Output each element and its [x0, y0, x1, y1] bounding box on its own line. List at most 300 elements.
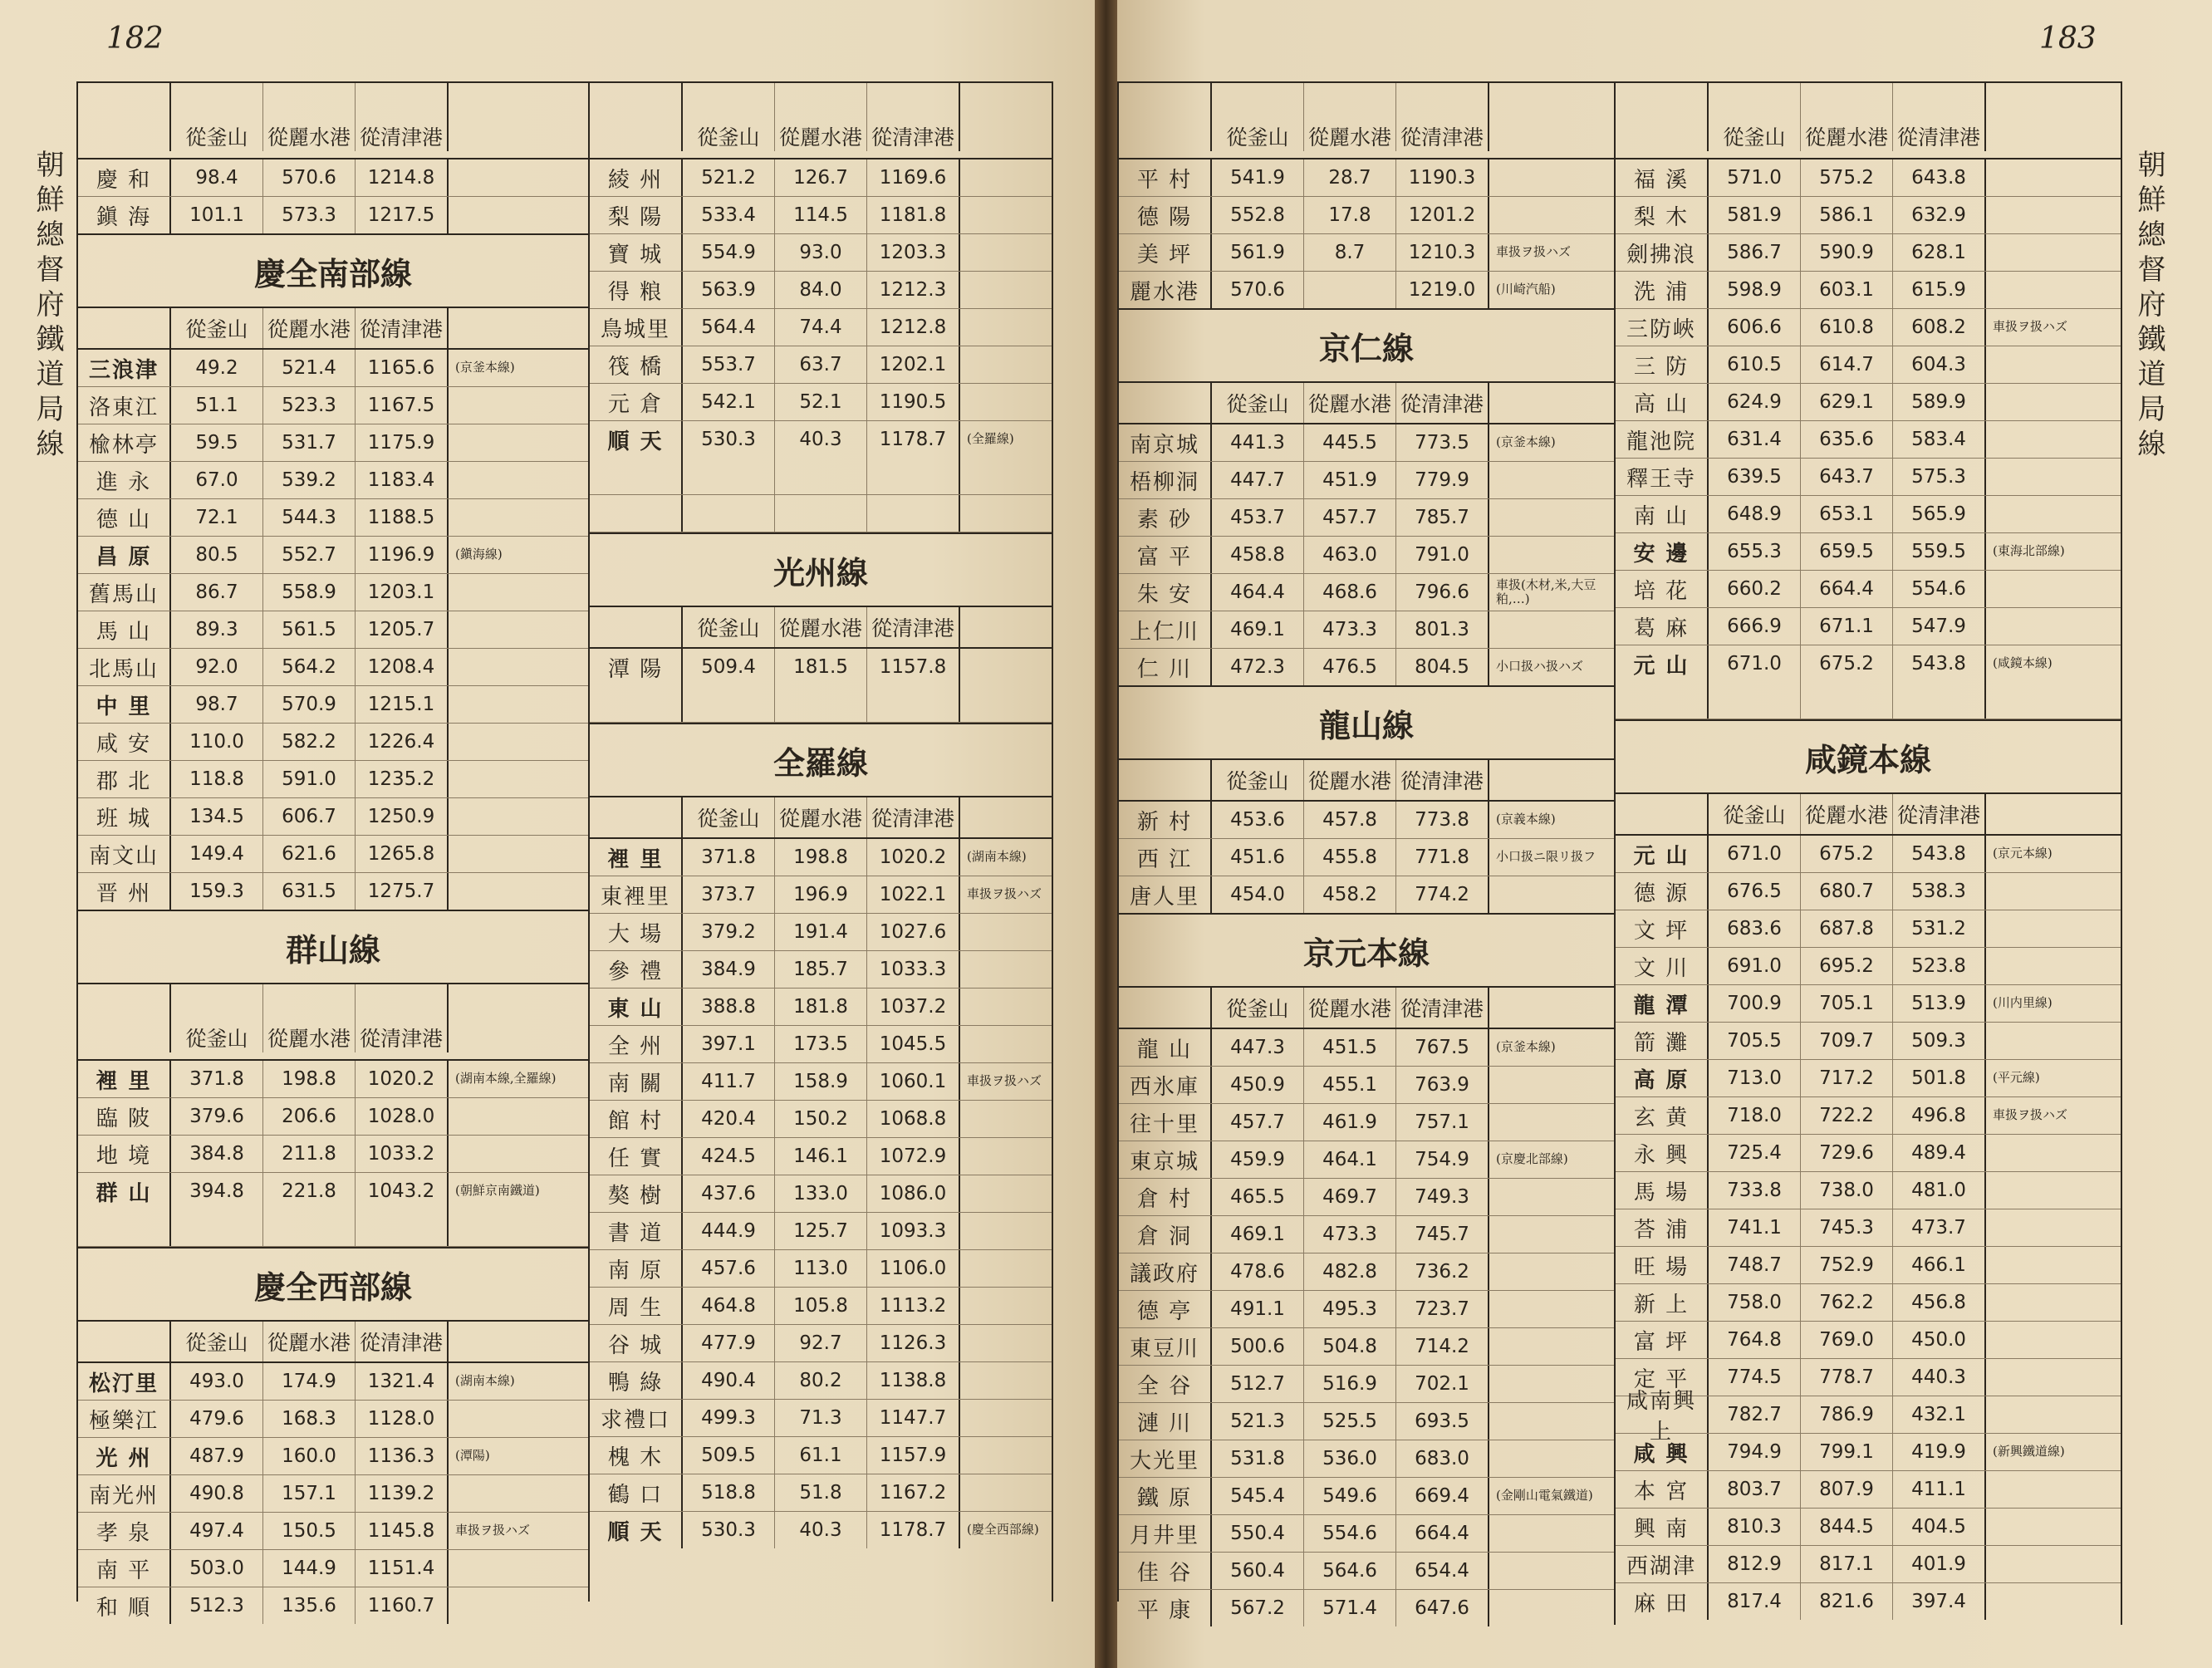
- distance-from-yeosu: 196.9: [775, 876, 867, 913]
- distance-from-busan: 388.8: [683, 989, 775, 1025]
- table-row: [1616, 533, 2121, 571]
- distance-from-chongjin: 1190.3: [1396, 159, 1489, 196]
- distance-from-chongjin: 1072.9: [867, 1138, 960, 1175]
- distance-from-chongjin: 1037.2: [867, 989, 960, 1025]
- distance-from-yeosu: 695.2: [1801, 948, 1893, 984]
- table-row: [1119, 1366, 1614, 1403]
- distance-from-chongjin: 664.4: [1396, 1515, 1489, 1552]
- station-name: 寶 城: [590, 234, 683, 271]
- distance-from-yeosu: 573.3: [263, 197, 356, 233]
- station-name: 谷 城: [590, 1325, 683, 1361]
- table-header: 從釜山 從麗水港 從清津港: [78, 308, 588, 350]
- distance-from-yeosu: 561.5: [263, 611, 356, 648]
- remark: (潭陽): [455, 1448, 490, 1464]
- distance-from-yeosu: 738.0: [1801, 1172, 1893, 1209]
- distance-from-chongjin: 801.3: [1396, 611, 1489, 648]
- distance-from-chongjin: 1086.0: [867, 1175, 960, 1212]
- station-name: 洗 浦: [1616, 272, 1709, 308]
- distance-from-yeosu: 198.8: [775, 839, 867, 876]
- table-row: [1119, 462, 1614, 499]
- distance-from-yeosu: 160.0: [263, 1438, 356, 1474]
- distance-from-chongjin: 411.1: [1893, 1471, 1986, 1508]
- distance-from-yeosu: 191.4: [775, 914, 867, 950]
- distance-from-yeosu: 476.5: [1304, 649, 1396, 685]
- distance-from-busan: 454.0: [1212, 876, 1304, 913]
- distance-from-yeosu: 473.3: [1304, 1216, 1396, 1253]
- table-row: [590, 1175, 1052, 1213]
- distance-from-busan: 457.6: [683, 1250, 775, 1287]
- distance-from-chongjin: 1165.6: [356, 350, 449, 386]
- line-title: 咸鏡本線: [1616, 721, 2121, 794]
- remark: 小口扱ハ扱ハズ: [1496, 659, 1584, 675]
- distance-from-busan: 560.4: [1212, 1553, 1304, 1589]
- distance-from-busan: 497.4: [171, 1513, 263, 1549]
- distance-from-yeosu: 552.7: [263, 537, 356, 573]
- distance-from-chongjin: 723.7: [1396, 1291, 1489, 1327]
- station-name: 月井里: [1119, 1515, 1212, 1552]
- distance-from-busan: 490.4: [683, 1362, 775, 1399]
- table-row: [590, 346, 1052, 384]
- table-row: [1616, 910, 2121, 948]
- distance-from-busan: 553.7: [683, 346, 775, 383]
- station-name: 德 亭: [1119, 1291, 1212, 1327]
- distance-from-yeosu: 675.2: [1801, 645, 1893, 682]
- table-row: [78, 350, 588, 387]
- remark: (慶全西部線): [967, 1522, 1039, 1538]
- table-row: [1119, 197, 1614, 234]
- table-row: [1616, 1023, 2121, 1060]
- distance-from-busan: 487.9: [171, 1438, 263, 1474]
- distance-from-chongjin: 669.4: [1396, 1478, 1489, 1514]
- distance-from-chongjin: 654.4: [1396, 1553, 1489, 1589]
- distance-from-yeosu: 150.2: [775, 1101, 867, 1137]
- table-row: [1616, 346, 2121, 384]
- remark: 車扱ヲ扱ハズ: [455, 1523, 531, 1538]
- table-row: [590, 1362, 1052, 1400]
- station-name: 光 州: [78, 1438, 171, 1474]
- table-row: [590, 159, 1052, 197]
- table-t7: [590, 724, 1052, 1548]
- distance-from-busan: 67.0: [171, 462, 263, 498]
- distance-from-chongjin: 575.3: [1893, 459, 1986, 495]
- distance-from-yeosu: 168.3: [263, 1401, 356, 1437]
- side-title-left: 朝鮮總督府鐵道局線: [31, 150, 64, 464]
- distance-from-chongjin: 604.3: [1893, 346, 1986, 383]
- distance-from-yeosu: 457.8: [1304, 802, 1396, 838]
- table-row: [78, 686, 588, 724]
- distance-from-busan: 451.6: [1212, 839, 1304, 876]
- table-row: [590, 951, 1052, 989]
- distance-from-busan: 92.0: [171, 649, 263, 685]
- distance-from-chongjin: 1212.8: [867, 309, 960, 346]
- table-row: [78, 499, 588, 537]
- table-row: [1119, 1216, 1614, 1253]
- station-name: 東 山: [590, 989, 683, 1025]
- distance-from-chongjin: 401.9: [1893, 1546, 1986, 1582]
- table-t12: [1616, 83, 2121, 721]
- distance-from-busan: 606.6: [1709, 309, 1801, 346]
- distance-from-chongjin: 736.2: [1396, 1253, 1489, 1290]
- table-row: [590, 421, 1052, 458]
- distance-from-busan: 624.9: [1709, 384, 1801, 420]
- remark: (朝鮮京南鐵道): [455, 1183, 540, 1199]
- distance-from-yeosu: 495.3: [1304, 1291, 1396, 1327]
- table-row: [1616, 496, 2121, 533]
- station-name: 咸 興: [1616, 1434, 1709, 1470]
- distance-from-yeosu: 61.1: [775, 1437, 867, 1474]
- station-name: 獒 樹: [590, 1175, 683, 1212]
- remark: (東海北部線): [1993, 543, 2065, 559]
- table-row: [1616, 421, 2121, 459]
- table-header: 從釜山 從麗水港 從清津港: [1119, 988, 1614, 1029]
- distance-from-yeosu: 664.4: [1801, 571, 1893, 607]
- distance-from-yeosu: 198.8: [263, 1061, 356, 1097]
- distance-from-chongjin: 774.2: [1396, 876, 1489, 913]
- distance-from-yeosu: 653.1: [1801, 496, 1893, 532]
- distance-from-busan: 134.5: [171, 798, 263, 835]
- station-name: 平 康: [1119, 1590, 1212, 1626]
- distance-from-chongjin: 1196.9: [356, 537, 449, 573]
- remark: (川内里線): [1993, 995, 2053, 1011]
- distance-from-chongjin: 1043.2: [356, 1173, 449, 1209]
- station-name: 晋 州: [78, 873, 171, 910]
- distance-from-chongjin: 1190.5: [867, 384, 960, 420]
- distance-from-chongjin: 543.8: [1893, 836, 1986, 872]
- station-name: 馬 山: [78, 611, 171, 648]
- distance-from-yeosu: 752.9: [1801, 1247, 1893, 1283]
- table-row: [590, 1512, 1052, 1548]
- remark: (湖南本線,全羅線): [455, 1071, 557, 1087]
- distance-from-chongjin: 763.9: [1396, 1067, 1489, 1103]
- station-name: 地 境: [78, 1136, 171, 1172]
- station-name: 福 溪: [1616, 159, 1709, 196]
- distance-from-yeosu: 463.0: [1304, 537, 1396, 573]
- distance-from-yeosu: 150.5: [263, 1513, 356, 1549]
- table-row: [590, 914, 1052, 951]
- station-name: 荅 浦: [1616, 1209, 1709, 1246]
- distance-from-chongjin: 523.8: [1893, 948, 1986, 984]
- distance-from-busan: 89.3: [171, 611, 263, 648]
- distance-from-yeosu: [1304, 272, 1396, 308]
- distance-from-yeosu: 643.7: [1801, 459, 1893, 495]
- distance-from-busan: 437.6: [683, 1175, 775, 1212]
- distance-from-busan: 447.3: [1212, 1029, 1304, 1066]
- distance-from-busan: 397.1: [683, 1026, 775, 1062]
- table-row: [590, 1400, 1052, 1437]
- distance-from-chongjin: 749.3: [1396, 1179, 1489, 1215]
- distance-from-yeosu: 504.8: [1304, 1328, 1396, 1365]
- table-t11: [1119, 915, 1614, 1626]
- distance-from-busan: 521.2: [683, 159, 775, 196]
- table-row: [1616, 1209, 2121, 1247]
- distance-from-yeosu: 680.7: [1801, 873, 1893, 910]
- station-name: 書 道: [590, 1213, 683, 1249]
- distance-from-yeosu: 144.9: [263, 1550, 356, 1587]
- station-name: 潭 陽: [590, 649, 683, 685]
- distance-from-chongjin: 693.5: [1396, 1403, 1489, 1440]
- table-header: 從釜山 從麗水港 從清津港: [1616, 794, 2121, 836]
- distance-from-chongjin: 1060.1: [867, 1063, 960, 1100]
- remark: 車扱ヲ扱ハズ: [1496, 244, 1572, 260]
- right-page: [1117, 0, 2212, 1668]
- distance-from-chongjin: 1205.7: [356, 611, 449, 648]
- distance-from-busan: 477.9: [683, 1325, 775, 1361]
- distance-from-yeosu: 586.1: [1801, 197, 1893, 233]
- distance-from-chongjin: 754.9: [1396, 1141, 1489, 1178]
- table-row: [78, 873, 588, 910]
- station-name: 南 原: [590, 1250, 683, 1287]
- distance-from-busan: 491.1: [1212, 1291, 1304, 1327]
- distance-from-busan: 541.9: [1212, 159, 1304, 196]
- station-name: 永 興: [1616, 1135, 1709, 1171]
- distance-from-busan: 72.1: [171, 499, 263, 536]
- station-name: 南 平: [78, 1550, 171, 1587]
- table-row: [1616, 571, 2121, 608]
- distance-from-busan: 545.4: [1212, 1478, 1304, 1514]
- table-row: [1616, 645, 2121, 682]
- distance-from-chongjin: 1188.5: [356, 499, 449, 536]
- distance-from-busan: 552.8: [1212, 197, 1304, 233]
- distance-from-busan: 101.1: [171, 197, 263, 233]
- distance-from-yeosu: 729.6: [1801, 1135, 1893, 1171]
- distance-from-yeosu: 84.0: [775, 272, 867, 308]
- station-name: 元 倉: [590, 384, 683, 420]
- distance-from-yeosu: 539.2: [263, 462, 356, 498]
- station-name: 綾 州: [590, 159, 683, 196]
- distance-from-yeosu: 603.1: [1801, 272, 1893, 308]
- distance-from-chongjin: 1020.2: [867, 839, 960, 876]
- station-name: 倉 村: [1119, 1179, 1212, 1215]
- distance-from-chongjin: 509.3: [1893, 1023, 1986, 1059]
- table-row: [1616, 1172, 2121, 1209]
- table-t5: [590, 83, 1052, 534]
- table-row: [1119, 574, 1614, 611]
- distance-from-busan: 782.7: [1709, 1396, 1801, 1433]
- table-row: [78, 1098, 588, 1136]
- table-row: [590, 309, 1052, 346]
- table-row: [1119, 272, 1614, 308]
- distance-from-busan: 733.8: [1709, 1172, 1801, 1209]
- table-row: [1616, 1247, 2121, 1284]
- distance-from-busan: 371.8: [171, 1061, 263, 1097]
- station-name: 求禮口: [590, 1400, 683, 1436]
- distance-from-chongjin: 538.3: [1893, 873, 1986, 910]
- station-name: 館 村: [590, 1101, 683, 1137]
- distance-from-yeosu: 531.7: [263, 424, 356, 461]
- distance-from-busan: 479.6: [171, 1401, 263, 1437]
- station-name: 班 城: [78, 798, 171, 835]
- line-title: 京仁線: [1119, 310, 1614, 383]
- distance-from-chongjin: 440.3: [1893, 1359, 1986, 1396]
- table-row: [1119, 1291, 1614, 1328]
- distance-from-yeosu: 40.3: [775, 1512, 867, 1548]
- distance-from-busan: 671.0: [1709, 645, 1801, 682]
- distance-from-yeosu: 473.3: [1304, 611, 1396, 648]
- table-row: [1119, 1478, 1614, 1515]
- table-row: [1616, 1583, 2121, 1620]
- station-name: 元 山: [1616, 836, 1709, 872]
- distance-from-yeosu: 105.8: [775, 1288, 867, 1324]
- line-title: 光州線: [590, 534, 1052, 607]
- table-header: 從釜山 從麗水港 從清津港: [78, 984, 588, 1061]
- distance-from-chongjin: 1210.3: [1396, 234, 1489, 271]
- distance-from-chongjin: 1045.5: [867, 1026, 960, 1062]
- station-name: 極樂江: [78, 1401, 171, 1437]
- distance-from-busan: 499.3: [683, 1400, 775, 1436]
- page-number-left: 182: [106, 22, 164, 56]
- book-gutter: [1095, 0, 1117, 1668]
- table-row: [78, 761, 588, 798]
- table-row: [1119, 1067, 1614, 1104]
- table-row: [78, 1550, 588, 1587]
- station-name: 南京城: [1119, 424, 1212, 461]
- distance-from-busan: 478.6: [1212, 1253, 1304, 1290]
- distance-from-chongjin: 773.8: [1396, 802, 1489, 838]
- table-row: [1119, 1515, 1614, 1553]
- distance-from-yeosu: 591.0: [263, 761, 356, 797]
- distance-from-chongjin: 473.7: [1893, 1209, 1986, 1246]
- distance-from-busan: 490.8: [171, 1475, 263, 1512]
- distance-from-busan: 86.7: [171, 574, 263, 611]
- table-row: [1119, 537, 1614, 574]
- distance-from-chongjin: 632.9: [1893, 197, 1986, 233]
- distance-from-busan: 713.0: [1709, 1060, 1801, 1096]
- table-row: [590, 197, 1052, 234]
- remark: (京義本線): [1496, 812, 1556, 827]
- distance-from-chongjin: 583.4: [1893, 421, 1986, 458]
- distance-from-busan: 521.3: [1212, 1403, 1304, 1440]
- distance-from-yeosu: 631.5: [263, 873, 356, 910]
- distance-from-busan: 666.9: [1709, 608, 1801, 645]
- station-name: 舊馬山: [78, 574, 171, 611]
- table-row: [590, 272, 1052, 309]
- station-name: 全 州: [590, 1026, 683, 1062]
- table-row: [78, 1173, 588, 1209]
- table-row: [78, 1401, 588, 1438]
- distance-from-yeosu: 185.7: [775, 951, 867, 988]
- table-t8: [1119, 83, 1614, 310]
- distance-from-yeosu: 451.5: [1304, 1029, 1396, 1066]
- distance-from-chongjin: 1265.8: [356, 836, 449, 872]
- column-2: [588, 81, 1053, 1602]
- table-row: [1616, 1322, 2121, 1359]
- distance-from-chongjin: 1214.8: [356, 159, 449, 196]
- station-name: 富 坪: [1616, 1322, 1709, 1358]
- distance-from-busan: 774.5: [1709, 1359, 1801, 1396]
- distance-from-busan: 465.5: [1212, 1179, 1304, 1215]
- distance-from-chongjin: 1033.3: [867, 951, 960, 988]
- distance-from-yeosu: 114.5: [775, 197, 867, 233]
- station-name: 慶 和: [78, 159, 171, 196]
- distance-from-yeosu: 722.2: [1801, 1097, 1893, 1134]
- station-name: 培 花: [1616, 571, 1709, 607]
- distance-from-chongjin: 1157.8: [867, 649, 960, 685]
- distance-from-busan: 98.7: [171, 686, 263, 723]
- distance-from-chongjin: 1178.7: [867, 1512, 960, 1548]
- distance-from-yeosu: 844.5: [1801, 1509, 1893, 1545]
- distance-from-chongjin: 1022.1: [867, 876, 960, 913]
- distance-from-yeosu: 40.3: [775, 421, 867, 458]
- remark: (咸鏡本線): [1993, 655, 2053, 671]
- distance-from-chongjin: 466.1: [1893, 1247, 1986, 1283]
- table-row: [78, 159, 588, 197]
- distance-from-yeosu: 549.6: [1304, 1478, 1396, 1514]
- distance-from-yeosu: 705.1: [1801, 985, 1893, 1022]
- distance-from-busan: 453.6: [1212, 802, 1304, 838]
- station-name: 大光里: [1119, 1440, 1212, 1477]
- table-t9: [1119, 310, 1614, 687]
- distance-from-chongjin: 1250.9: [356, 798, 449, 835]
- distance-from-busan: 812.9: [1709, 1546, 1801, 1582]
- distance-from-chongjin: 1128.0: [356, 1401, 449, 1437]
- table-row: [1616, 1434, 2121, 1471]
- distance-from-yeosu: 146.1: [775, 1138, 867, 1175]
- distance-from-busan: 718.0: [1709, 1097, 1801, 1134]
- distance-from-busan: 586.7: [1709, 234, 1801, 271]
- station-name: 和 順: [78, 1587, 171, 1624]
- remark: (平元線): [1993, 1070, 2040, 1086]
- station-name: 松汀里: [78, 1363, 171, 1400]
- distance-from-chongjin: 779.9: [1396, 462, 1489, 498]
- distance-from-chongjin: 1160.7: [356, 1587, 449, 1624]
- line-title: 京元本線: [1119, 915, 1614, 988]
- distance-from-yeosu: 558.9: [263, 574, 356, 611]
- distance-from-chongjin: 432.1: [1893, 1396, 1986, 1433]
- distance-from-busan: 570.6: [1212, 272, 1304, 308]
- station-name: 東京城: [1119, 1141, 1212, 1178]
- table-row: [78, 197, 588, 233]
- distance-from-yeosu: 80.2: [775, 1362, 867, 1399]
- station-name: 群 山: [78, 1173, 171, 1209]
- distance-from-busan: 384.9: [683, 951, 775, 988]
- distance-from-yeosu: 571.4: [1304, 1590, 1396, 1626]
- distance-from-busan: 655.3: [1709, 533, 1801, 570]
- table-row: [1119, 1029, 1614, 1067]
- line-title: 全羅線: [590, 724, 1052, 797]
- distance-from-chongjin: 501.8: [1893, 1060, 1986, 1096]
- table-row: [1616, 1097, 2121, 1135]
- distance-from-chongjin: 1169.6: [867, 159, 960, 196]
- distance-from-chongjin: 1275.7: [356, 873, 449, 910]
- table-t10: [1119, 687, 1614, 915]
- distance-from-busan: 447.7: [1212, 462, 1304, 498]
- distance-from-yeosu: 786.9: [1801, 1396, 1893, 1433]
- distance-from-yeosu: 523.3: [263, 387, 356, 424]
- column-3: [1117, 81, 1616, 1623]
- distance-from-busan: 631.4: [1709, 421, 1801, 458]
- table-row: [78, 1475, 588, 1513]
- station-name: 佳 谷: [1119, 1553, 1212, 1589]
- distance-from-chongjin: 643.8: [1893, 159, 1986, 196]
- remark: (湖南本線): [967, 849, 1027, 865]
- distance-from-yeosu: 536.0: [1304, 1440, 1396, 1477]
- distance-from-busan: 80.5: [171, 537, 263, 573]
- distance-from-chongjin: 615.9: [1893, 272, 1986, 308]
- table-row: [1616, 1471, 2121, 1509]
- station-name: 龍池院: [1616, 421, 1709, 458]
- station-name: 參 禮: [590, 951, 683, 988]
- distance-from-busan: 424.5: [683, 1138, 775, 1175]
- distance-from-yeosu: 74.4: [775, 309, 867, 346]
- table-row: [590, 234, 1052, 272]
- table-row: [78, 1363, 588, 1401]
- station-name: 周 生: [590, 1288, 683, 1324]
- distance-from-yeosu: 570.9: [263, 686, 356, 723]
- distance-from-chongjin: 771.8: [1396, 839, 1489, 876]
- table-t4: [78, 1249, 588, 1624]
- distance-from-busan: 509.4: [683, 649, 775, 685]
- distance-from-chongjin: 1215.1: [356, 686, 449, 723]
